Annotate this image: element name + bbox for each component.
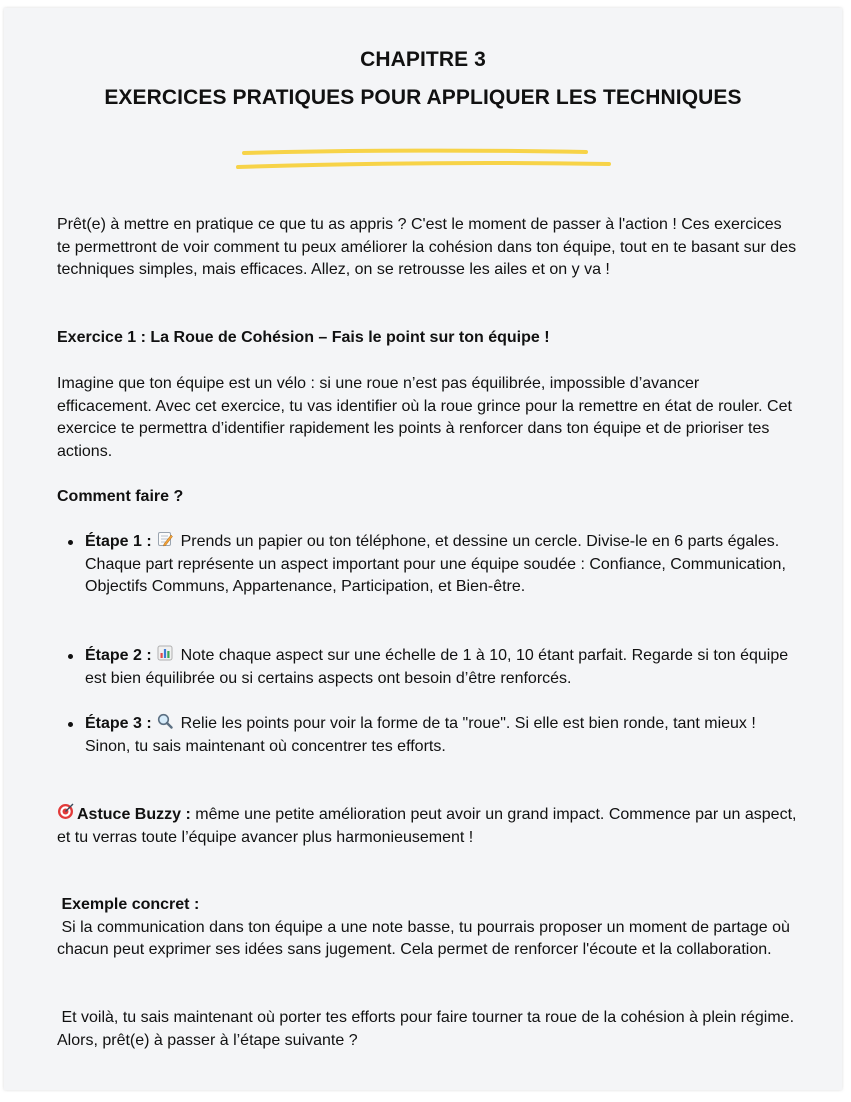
bar-chart-icon — [157, 645, 173, 661]
list-item: Étape 3 : Relie les points pour voir la forme de ta "roue". Si elle est bien ronde, tant mieux ! Sinon, tu sais maintenant où concentrer tes efforts. — [57, 713, 797, 758]
magnifier-icon — [157, 713, 173, 729]
howto-title: Comment faire ? — [57, 488, 184, 505]
intro-paragraph: Prêt(e) à mettre en pratique ce que tu as appris ? C'est le moment de passer à l'action ! Ces exercices te permettront de voir comment tu peux améliorer la cohésion dans ton équipe, tout en te basant sur des techniques simples, mais efficaces. Allez, on se retrousse les ailes et on y va ! — [57, 216, 797, 278]
target-icon — [57, 803, 74, 820]
memo-icon — [157, 531, 173, 547]
bullet — [68, 540, 73, 545]
example-block: Exemple concret : Si la communication dans ton équipe a une note basse, tu pourrais proposer un moment de partage où chacun peut exprimer ses idées sans jugement. Cela permet de renforcer l'écoute et la collaboration. — [57, 896, 790, 958]
highlight-underline-decoration — [234, 148, 618, 178]
tip-paragraph: Astuce Buzzy : même une petite amélioration peut avoir un grand impact. Commence par un aspect, et tu verras toute l’équipe avancer plus harmonieusement ! — [57, 803, 797, 849]
chapter-title: CHAPITRE 3 — [360, 48, 486, 71]
conclusion-paragraph: Et voilà, tu sais maintenant où porter tes efforts pour faire tourner ta roue de la cohésion à plein régime. Alors, prêt(e) à passer à l’étape suivante ? — [57, 1009, 795, 1049]
list-item: Étape 2 : Note chaque aspect sur une échelle de 1 à 10, 10 étant parfait. Regarde si ton équipe est bien équilibrée ou si certains aspects ont besoin d’être renforcés. — [57, 645, 797, 690]
document-page — [4, 8, 842, 1090]
exercise-title: Exercice 1 : La Roue de Cohésion – Fais le point sur ton équipe ! — [57, 329, 550, 346]
bullet — [68, 722, 73, 727]
list-item: Étape 1 : Prends un papier ou ton téléphone, et dessine un cercle. Divise-le en 6 parts égales. Chaque part représente un aspect important pour une équipe soudée : Confiance, Communication, Objectifs Communs, Appartenance, Participation, et Bien-être. — [57, 531, 797, 599]
exercise-description: Imagine que ton équipe est un vélo : si une roue n’est pas équilibrée, impossible d’avancer efficacement. Avec cet exercice, tu vas identifier où la roue grince pour la remettre en état de rouler. Cet exercice te permettra d’identifier rapidement les points à renforcer dans ton équipe et de prioriser tes actions. — [57, 375, 792, 460]
chapter-subtitle: EXERCICES PRATIQUES POUR APPLIQUER LES TECHNIQUES — [104, 86, 742, 109]
bullet — [68, 654, 73, 659]
